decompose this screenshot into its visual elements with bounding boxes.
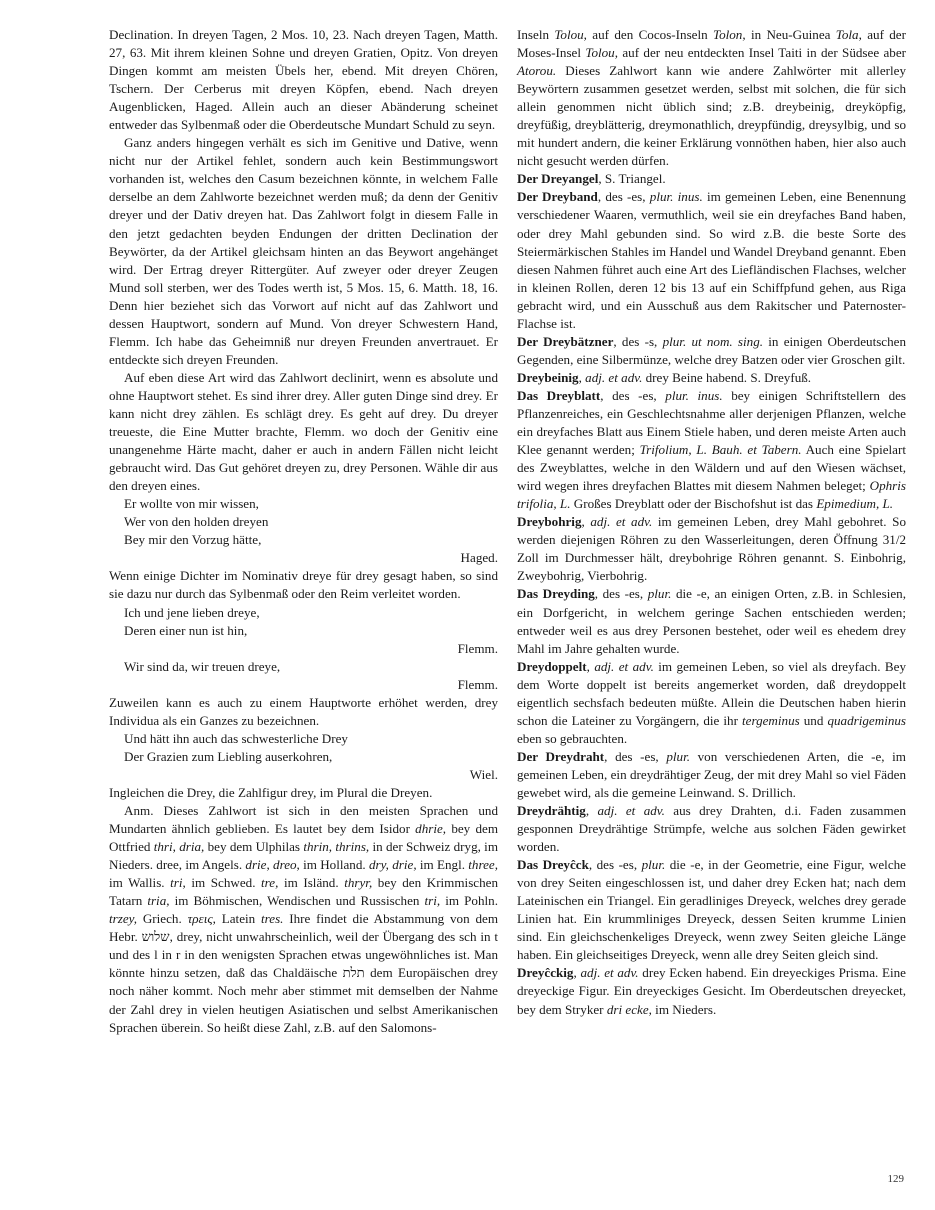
page-number: 129 — [887, 1173, 904, 1185]
verse-source: Flemm. — [457, 676, 498, 692]
paragraph: Auf eben diese Art wird das Zahlwort declinirt, wenn es absolute und ohne Hauptwort stehet. Es sind ihrer drey. Aller guten Dinge sind drey. Er kann nicht drey zählen. Es schlägt drey. Es geht auf drey. Du dreyer treueste, die Eine Mutter brachte, Flemm. wo doch der Genitiv eine unangenehme Härte macht, daher er auch in andern Fällen nicht leicht gebraucht wird. Das Gut gehöret dreyen zu, drey Personen. Wähle dir aus den dreyen eines. — [109, 369, 498, 494]
verse-quote — [109, 495, 498, 549]
dictionary-entry: Dreyĉckig, adj. et adv. drey Ecken habend. Ein dreyeckiges Prisma. Eine dreyeckige Figur. Ein dreyeckiges Gesicht. Im Oberdeutschen dreyecket, bey dem Stryker dri ecke, im Nieders. — [517, 965, 906, 1017]
annotation-paragraph: Anm. Dieses Zahlwort ist sich in den meisten Sprachen und Mundarten ähnlich geblieben. Es lautet bey dem Isidor dhrie, bey dem Ottfried thri, dria, bey dem Ulphilas thrin, thrins, in der Schweiz dryg, im Nieders. dree, im Angels. drie, dreo, im Holland. dry, drie, im Engl. three, im Wallis. tri, im Schwed. tre, im Isländ. thryr, bey den Krimmischen Tatarn tria, im Böhmischen, Wendischen und Russischen tri, im Pohln. trzey, Griech. τρεις, Latein tres. Ihre findet die Abstammung von dem Hebr. שלוש, drey, nicht unwahrscheinlich, weil der Übergang des sch in t und des l in r in den wenigsten Sprachen etwas ungewöhnliches ist. Man könnte hinzu setzen, daß das Chaldäische תלת dem Europäischen drey noch näher kommt. Noch mehr aber stimmet mit demselben der Nahme der Zahl drey in vielen heutigen Asiatischen und selbst Amerikanischen Sprachen überein. So heißt diese Zahl, z.B. auf den Salomons- — [109, 803, 499, 1035]
dictionary-entry: Dreybohrig, adj. et adv. im gemeinen Leben, drey Mahl gebohret. So werden diejenigen Röhren zu den Wasserleitungen, deren Öffnung 31/2 Zoll im Durchmesser hält, dreybohrige Röhren genannt. S. Einbohrig, Zweybohrig, Vierbohrig. — [517, 514, 906, 584]
dictionary-entry: Dreydrähtig, adj. et adv. aus drey Drahten, d.i. Faden zusammen gesponnen Dreydrähtige Strümpfe, welche aus solchen Fäden gewirket worden. — [517, 803, 906, 855]
verse-line: Er wollte von mir wissen, — [124, 496, 259, 512]
verse-line: Wer von den holden dreyen — [124, 514, 269, 530]
verse-line: Und hätt ihn auch das schwesterliche Drey — [124, 730, 348, 746]
dictionary-entry: Dreydoppelt, adj. et adv. im gemeinen Leben, so viel als dreyfach. Bey dem Worte doppelt ist bereits angemerket worden, daß dreydoppelt eigentlich sechsfach bedeuten müßte. Allein die Deutschen haben hierin schon die Lateiner zu Vorgängern, die ihr tergeminus und quadrigeminus eben so gebrauchten. — [517, 658, 907, 746]
dictionary-entry: Der Dreyband, des -es, plur. inus. im gemeinen Leben, eine Benennung verschiedener Waaren, vermuthlich, weil sie ein dreyfaches Band haben, oder drey Mahl gebunden sind. So wird z.B. die beste Sorte des Steiermärkischen Stahles im Handel und Wandel Dreyband genannt. Eben diesen Nahmen führet auch eine Art des Liefländischen Flachses, welcher in kleinen Rollen, deren 12 bis 13 auf ein Schiffpfund gehen, aus Riga gebracht wird, und ein Ausschuß aus dem Rakitscher und Paternoster-Flachse ist. — [517, 189, 906, 331]
verse-source: Wiel. — [469, 766, 498, 782]
paragraph: Ingleichen die Drey, die Zahlfigur drey, im Plural die Dreyen. — [109, 784, 433, 800]
verse-source: Haged. — [460, 550, 498, 566]
verse-line: Der Grazien zum Liebling auserkohren, — [124, 748, 333, 764]
verse-source: Flemm. — [457, 640, 498, 656]
dictionary-entry: Der Dreyangel, S. Triangel. — [517, 171, 666, 187]
verse-line: Wir sind da, wir treuen dreye, — [124, 658, 281, 674]
dictionary-entry: Der Dreydraht, des -es, plur. von verschiedenen Arten, die -e, im gemeinen Leben, ein dreydrähtiger Zeug, der mit drey Mahl so viel Fäden gewebet wird, als die gemeine Leinwand. S. Drillich. — [517, 748, 906, 800]
verse-quote — [109, 730, 498, 766]
paragraph: Zuweilen kann es auch zu einem Hauptworte erhöhet werden, drey Individua als ein Ganzes zu bezeichnen. — [109, 694, 498, 728]
paragraph: Wenn einige Dichter im Nominativ dreye für drey gesagt haben, so sind sie dazu nur durch das Sylbenmaß oder den Reim verleitet worden. — [109, 568, 498, 602]
dictionary-entry: Das Dreyding, des -es, plur. die -e, an einigen Orten, z.B. in Schlesien, ein Dorfgericht, in welchem geringe Sachen entschieden werden; entweder weil es aus drey Personen bestehet, oder weil es ehedem drey Mahl im Jahre gehalten wurde. — [517, 586, 906, 656]
paragraph: Inseln Tolou, auf den Cocos-Inseln Tolon, in Neu-Guinea Tola, auf der Moses-Insel Tolou, auf der neu entdeckten Insel Taiti in der Südsee aber Atorou. Dieses Zahlwort kann wie andere Zahlwörter mit allerley Beywörtern zusammen gesetzet werden, selbst mit solchen, die für sich allein genommen nicht üblich sind; z.B. dreybeinig, dreyköpfig, dreyfüßig, dreyblätterig, dreymonathlich, dreypfündig, dreysylbig, und so mit hundert andern, die keiner Erklärung vonnöthen haben, hier also auch nicht gesucht werden dürfen. — [517, 27, 907, 169]
paragraph: Ganz anders hingegen verhält es sich im Genitive und Dative, wenn nicht nur der Artikel fehlet, sondern auch kein Bestimmungswort vorhanden ist, welches den Casum bezeichnen könnte, in welchem Falle derselbe an dem Zahlworte bezeichnet werden muß; da denn der Genitiv dreyer und der Dativ dreyen hat. Das Zahlwort folgt in diesem Falle in den jetzt gedachten beyden Endungen der dritten Declination der Beywörter, da der Artikel gleichsam hinten an das Beywort angehänget wird. Der Ertrag dreyer Rittergüter. Auf zweyer oder dreyer Zeugen Mund soll sterben, wer des Todes werth ist, 5 Mos. 15, 6. Matth. 18, 16. Denn hier beziehet sich das Vorwort auf nicht auf das Zahlwort und dessen Hauptwort, sondern auf Mund. Von dreyer Schwestern Hand, Flemm. Ich habe das Geheimniß nur dreyen Freunden anvertrauet. Er entdeckte sich dreyen Freunden. — [109, 135, 498, 367]
dictionary-entry: Das Dreyblatt, des -es, plur. inus. bey einigen Schriftstellern des Pflanzenreiches, ein Geschlechtsnahme aller derjenigen Pflanzen, welche ein dreyfaches Blatt aus Einem Stiele haben, und deren meiste Arten auch Klee genannt werden; Trifolium, L. Bauh. et Tabern. Auch eine Spielart des Zweyblattes, welche in den Wäldern und auf den Wiesen wächset, wird wegen ihres dreyfachen Blattes mit diesem Nahmen beleget; Ophris trifolia, L. Großes Dreyblatt oder der Bischofshut ist das Epimedium, L. — [517, 387, 907, 512]
verse-line: Bey mir den Vorzug hätte, — [124, 532, 262, 548]
verse-line: Deren einer nun ist hin, — [124, 622, 248, 638]
dictionary-entry: Dreybeinig, adj. et adv. drey Beine habend. S. Dreyfuß. — [517, 369, 812, 385]
right-column — [517, 26, 906, 1019]
dictionary-entry: Das Dreyĉck, des -es, plur. die -e, in der Geometrie, eine Figur, welche von drey Seiten eingeschlossen ist, und daher drey Ecken hat; nach dem Lateinischen ein Triangel. Ein geradliniges Dreyeck, welches drey gerade Linien hat. Ein krummliniges Dreyeck, dessen Seiten krumme Linien sind. Ein gleichschenkeliges Dreyeck, wenn zwey Seiten gleiche Länge haben. Ein gleichseitiges Dreyeck, wenn alle drey Seiten gleich sind. — [517, 857, 906, 963]
left-column — [109, 26, 498, 1037]
verse-quote — [109, 604, 498, 640]
verse-line: Ich und jene lieben dreye, — [124, 604, 260, 620]
dictionary-entry: Der Dreybätzner, des -s, plur. ut nom. sing. in einigen Oberdeutschen Gegenden, eine Silbermünze, welche drey Batzen oder vier Groschen gilt. — [517, 333, 907, 367]
paragraph: Declination. In dreyen Tagen, 2 Mos. 10, 23. Nach dreyen Tagen, Matth. 27, 63. Mit ihrem kleinen Sohne und dreyen Gratien, Opitz. Von dreyen Dingen kommt am meisten Übels her, ebend. Mit dreyen Chören, Tschern. Der Cerberus mit dreyen Köpfen, ebend. Nach dreyen Augenblicken, Haged. Allein auch an dieser Abänderung scheinet entweder das Sylbenmaß oder die Oberdeutsche Mundart Schuld zu seyn. — [109, 27, 498, 133]
verse-quote — [109, 658, 498, 676]
